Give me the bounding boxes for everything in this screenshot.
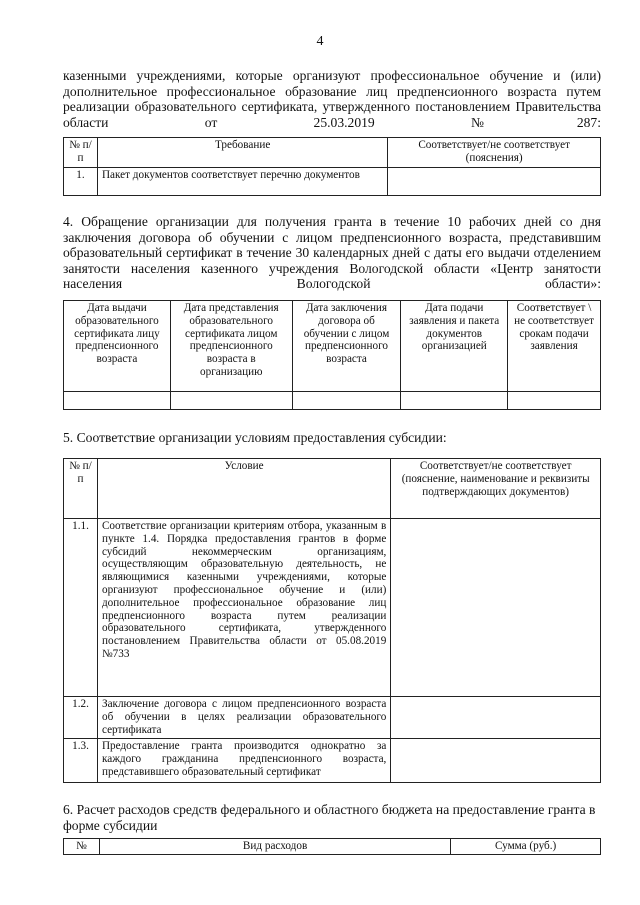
expenses-header-row bbox=[64, 839, 601, 855]
row-requirement: Пакет документов соответствует перечню документов bbox=[97, 168, 387, 196]
section5-title: 5. Соответствие организации условиям предоставления субсидии: bbox=[63, 430, 447, 445]
section3-text: казенными учреждениями, которые организуют профессиональное обучение и (или) дополнительное профессиональное образование лиц предпенсионного возраста путем реализации образовательного сертификата, утвержденного постановлением Правительства области от 25.03.2019 №287: bbox=[63, 68, 601, 130]
row-num: 1. bbox=[64, 168, 98, 196]
table-row bbox=[64, 392, 601, 410]
page-number: 4 bbox=[316, 34, 324, 49]
table-row bbox=[64, 519, 601, 697]
col-certificate-issue-date: Дата выдачи образовательного сертификата лицу предпенсионного возраста bbox=[64, 301, 171, 392]
table-row bbox=[64, 739, 601, 783]
requirements-header-row bbox=[64, 138, 601, 168]
section6-text: 6. Расчет расходов средств федерального и областного бюджета на предоставление гранта в форме субсидии bbox=[63, 802, 596, 833]
row-num: 1.3. bbox=[64, 739, 98, 783]
section4-text: 4. Обращение организации для получения гранта в течение 10 рабочих дней со дня заключения договора об обучении с лицом предпенсионного возраста, представившим образовательный сертификат в течение 30 календарных дней с даты его выдачи отделением занятости населения казенного учреждения Вологодской области «Центр занятости населения Вологодской области»: bbox=[63, 214, 601, 292]
cell-application-date[interactable] bbox=[401, 392, 508, 410]
col-compliance-header: Соответствует/не соответствует (пояснение, наименование и реквизиты подтверждающих документов) bbox=[391, 459, 601, 519]
col-num-header: № bbox=[64, 839, 100, 855]
col-num-header: № п/п bbox=[64, 459, 98, 519]
row-condition: Предоставление гранта производится однократно за каждого гражданина предпенсионного возраста, представившего образовательный сертификат bbox=[97, 739, 390, 783]
row-compliance-cell[interactable] bbox=[391, 739, 601, 783]
cell-certificate-submission-date[interactable] bbox=[170, 392, 292, 410]
col-deadline-compliance: Соответствует \ не соответствует срокам подачи заявления bbox=[508, 301, 601, 392]
conditions-table bbox=[63, 458, 601, 783]
row-compliance-cell[interactable] bbox=[391, 519, 601, 697]
requirements-table bbox=[63, 137, 601, 196]
dates-header-row bbox=[64, 301, 601, 392]
cell-deadline-compliance[interactable] bbox=[508, 392, 601, 410]
col-num-header: № п/п bbox=[64, 138, 98, 168]
table-row bbox=[64, 168, 601, 196]
row-num: 1.2. bbox=[64, 697, 98, 739]
col-contract-date: Дата заключения договора об обучении с лицом предпенсионного возраста bbox=[292, 301, 401, 392]
row-compliance-cell[interactable] bbox=[391, 697, 601, 739]
expenses-table bbox=[63, 838, 601, 855]
row-condition: Заключение договора с лицом предпенсионного возраста об обучении в целях реализации образовательного сертификата bbox=[97, 697, 390, 739]
conditions-header-row bbox=[64, 459, 601, 519]
col-expense-type-header: Вид расходов bbox=[99, 839, 450, 855]
dates-table bbox=[63, 300, 601, 410]
col-condition-header: Условие bbox=[97, 459, 390, 519]
cell-certificate-issue-date[interactable] bbox=[64, 392, 171, 410]
row-condition: Соответствие организации критериям отбора, указанным в пункте 1.4. Порядка предоставления грантов в форме субсидий некоммерческим организациям, осуществляющим образовательную деятельность, не являющимися казенными учреждениями, которые организуют профессиональное обучение и (или) дополнительное профессиональное образование лиц предпенсионного возраста путем реализации образовательного сертификата, утвержденного постановлением Правительства области от 05.08.2019 №733 bbox=[97, 519, 390, 697]
col-requirement-header: Требование bbox=[97, 138, 387, 168]
col-certificate-submission-date: Дата представления образовательного сертификата лицом предпенсионного возраста в организацию bbox=[170, 301, 292, 392]
table-row bbox=[64, 697, 601, 739]
col-application-date: Дата подачи заявления и пакета документов организацией bbox=[401, 301, 508, 392]
row-compliance-cell[interactable] bbox=[388, 168, 601, 196]
row-num: 1.1. bbox=[64, 519, 98, 697]
col-amount-header: Сумма (руб.) bbox=[451, 839, 601, 855]
cell-contract-date[interactable] bbox=[292, 392, 401, 410]
col-compliance-header: Соответствует/не соответствует (пояснения) bbox=[388, 138, 601, 168]
